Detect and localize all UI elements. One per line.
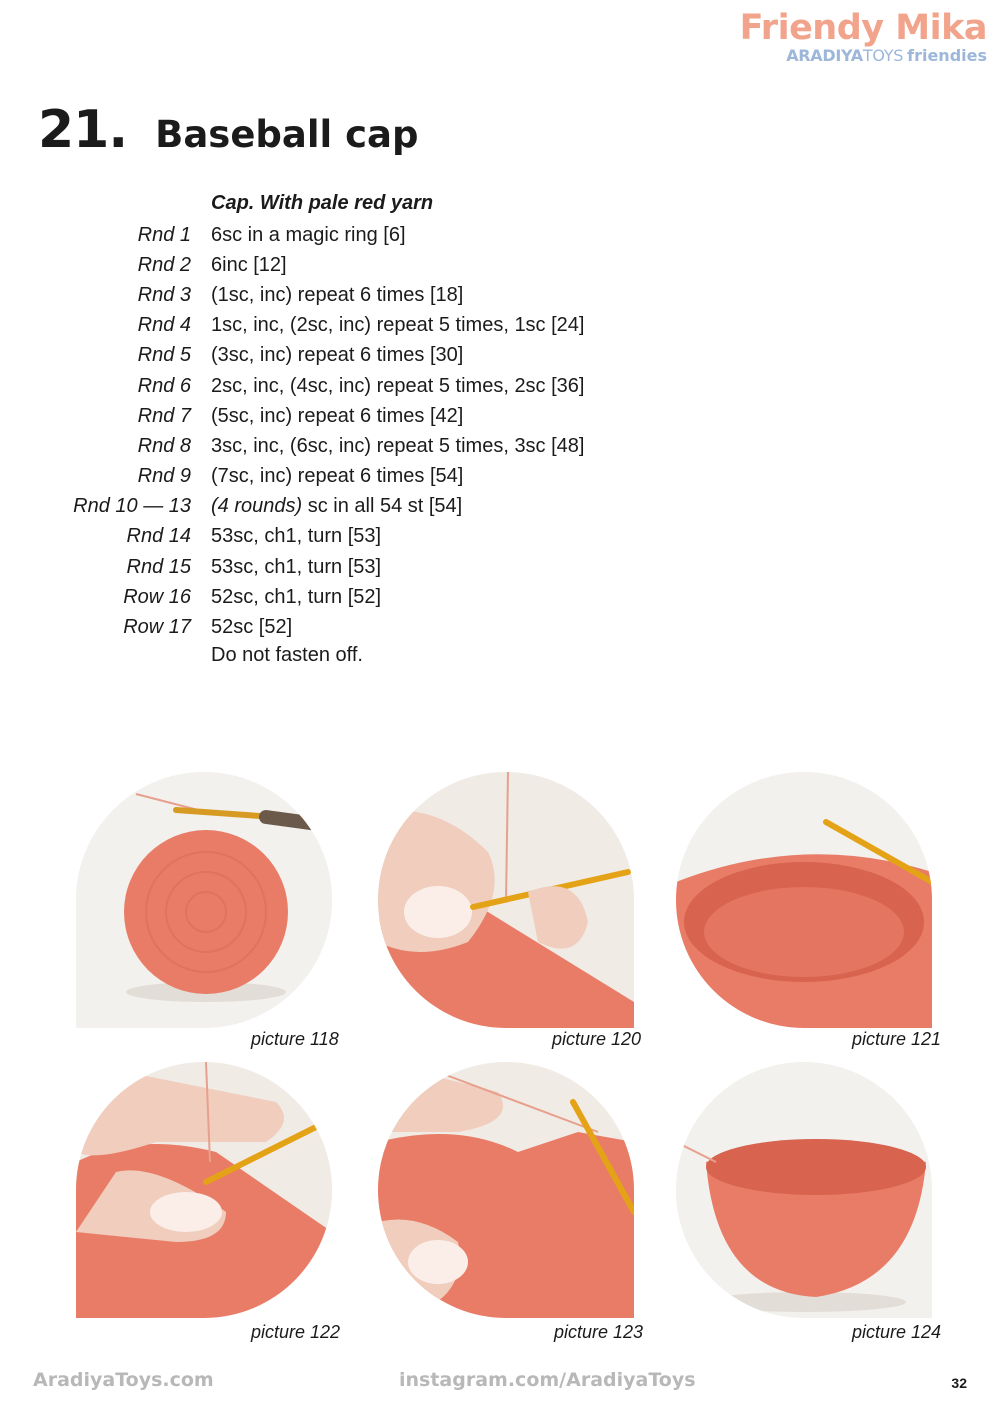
final-note: Do not fasten off. <box>211 644 363 666</box>
row-label: Rnd 8 <box>137 434 191 457</box>
pattern-row <box>0 582 700 612</box>
crochet-hand-illustration <box>76 1062 332 1318</box>
crochet-hand-illustration <box>378 1062 634 1318</box>
caption-picture-120: picture 120 <box>552 1029 642 1049</box>
photo-picture-121 <box>676 772 932 1028</box>
heading-number: 21. <box>38 100 128 160</box>
row-text: (7sc, inc) repeat 6 times [54] <box>211 465 464 488</box>
pattern-row <box>0 341 700 371</box>
row-text: 52sc [52] <box>211 616 293 639</box>
row-label: Rnd 10 — 13 <box>73 495 191 518</box>
row-label: Rnd 9 <box>137 465 191 488</box>
row-text: 3sc, inc, (6sc, inc) repeat 5 times, 3sc [48] <box>211 434 585 457</box>
footer-instagram[interactable]: instagram.com/AradiyaToys <box>399 1369 696 1391</box>
pattern-row <box>0 401 700 431</box>
row-text-rest: sc in all 54 st [54] <box>302 495 463 518</box>
caption-picture-123: picture 123 <box>554 1322 644 1342</box>
footer-website[interactable]: AradiyaToys.com <box>33 1369 214 1391</box>
pattern-row <box>0 492 700 522</box>
page-heading <box>38 100 419 160</box>
pattern-row <box>0 552 700 582</box>
caption-picture-122: picture 122 <box>251 1322 341 1342</box>
photo-picture-124 <box>676 1062 932 1318</box>
page-number: 32 <box>951 1375 967 1391</box>
row-text: 2sc, inc, (4sc, inc) repeat 5 times, 2sc [36] <box>211 374 585 397</box>
crochet-bowl-illustration <box>676 1062 932 1318</box>
photo-picture-123 <box>378 1062 634 1318</box>
row-label: Rnd 6 <box>137 374 191 397</box>
pattern-row <box>0 612 700 642</box>
row-label: Rnd 2 <box>137 253 191 276</box>
pattern-row <box>0 220 700 250</box>
caption-picture-121: picture 121 <box>852 1029 942 1049</box>
row-text: 52sc, ch1, turn [52] <box>211 585 382 608</box>
crochet-bowl-illustration <box>676 772 932 1028</box>
row-text: (5sc, inc) repeat 6 times [42] <box>211 404 464 427</box>
caption-picture-124: picture 124 <box>852 1322 942 1342</box>
pattern-row <box>0 371 700 401</box>
heading-title: Baseball cap <box>155 113 419 156</box>
pattern-row <box>0 280 700 310</box>
crochet-ball-illustration <box>76 772 332 1028</box>
row-text: 53sc, ch1, turn [53] <box>211 555 382 578</box>
photo-picture-120 <box>378 772 634 1028</box>
row-text: 6sc in a magic ring [6] <box>211 223 406 246</box>
brand-subtitle <box>740 47 987 65</box>
pattern-rows <box>0 220 700 643</box>
pattern-row <box>0 311 700 341</box>
row-label: Rnd 5 <box>137 344 191 367</box>
row-label: Rnd 7 <box>137 404 191 427</box>
brand-sub-part2: TOYS <box>862 46 904 65</box>
pattern-row <box>0 431 700 461</box>
row-text: 53sc, ch1, turn [53] <box>211 525 382 548</box>
row-label: Rnd 14 <box>126 525 191 548</box>
pattern-row <box>0 522 700 552</box>
row-text: (1sc, inc) repeat 6 times [18] <box>211 283 464 306</box>
row-text: 6inc [12] <box>211 253 287 276</box>
brand-title: Friendy Mika <box>739 8 987 48</box>
row-label: Rnd 3 <box>137 283 191 306</box>
photo-picture-118 <box>76 772 332 1028</box>
row-label: Row 17 <box>123 616 191 639</box>
row-label: Row 16 <box>123 585 191 608</box>
brand-header <box>740 8 987 65</box>
caption-picture-118: picture 118 <box>251 1029 339 1049</box>
brand-sub-part3: friendies <box>907 46 987 65</box>
pattern-row <box>0 462 700 492</box>
brand-sub-part1: ARADIYA <box>786 46 863 65</box>
row-note: (4 rounds) <box>211 495 303 518</box>
crochet-hand-illustration <box>378 772 634 1028</box>
row-text: (3sc, inc) repeat 6 times [30] <box>211 344 464 367</box>
row-label: Rnd 1 <box>137 223 191 246</box>
photo-picture-122 <box>76 1062 332 1318</box>
row-text: 1sc, inc, (2sc, inc) repeat 5 times, 1sc [24] <box>211 314 585 337</box>
row-label: Rnd 4 <box>137 314 191 337</box>
row-label: Rnd 15 <box>126 555 191 578</box>
pattern-row <box>0 250 700 280</box>
section-title: Cap. With pale red yarn <box>211 192 434 214</box>
row-text <box>211 495 462 518</box>
